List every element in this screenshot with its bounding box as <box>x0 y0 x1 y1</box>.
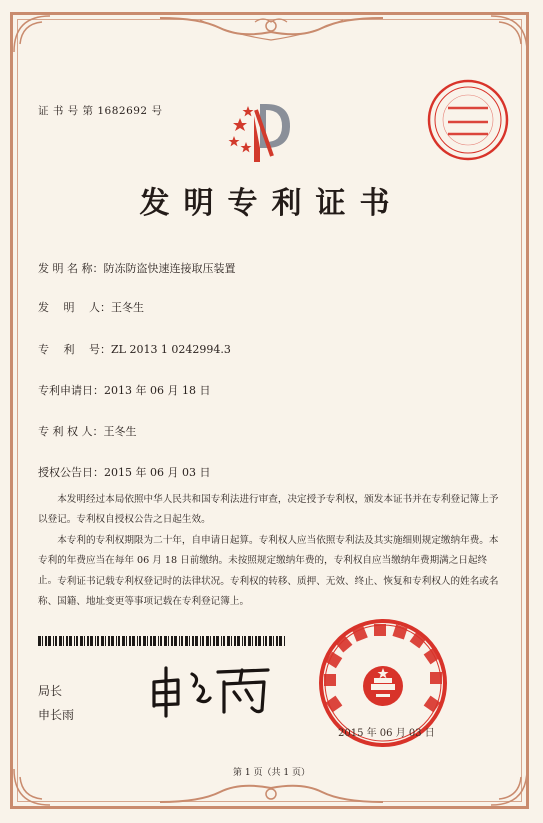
corner-ornament-tr <box>489 14 529 54</box>
certificate-number: 证 书 号 第 1682692 号 <box>38 105 163 117</box>
field-inventor <box>38 299 144 315</box>
patent-office-logo-icon <box>228 96 298 166</box>
field-patent-number <box>38 341 231 357</box>
field-patentee <box>38 423 137 439</box>
field-grant-date <box>38 464 210 480</box>
corner-ornament-tl <box>12 14 52 54</box>
field-label: 授权公告日： <box>38 466 104 479</box>
tax-stamp-seal-icon <box>426 78 510 162</box>
field-label: 专利申请日： <box>38 384 104 397</box>
bottom-ornament <box>160 778 383 806</box>
barcode <box>38 636 288 646</box>
field-value: ZL 2013 1 0242994.3 <box>111 343 231 356</box>
field-label: 专 利 号： <box>38 343 111 356</box>
paragraph-term: 本专利的专利权期限为二十年，自申请日起算。专利权人应当依照专利法及其实施细则规定缴纳年费。本专利的年费应当在每年 06 月 18 日前缴纳。未按照规定缴纳年费的，专利权自应当缴纳年费期满之日起终止。 <box>38 535 499 586</box>
field-value: 防冻防盗快速连接取压装置 <box>103 262 236 275</box>
field-label: 专 利 权 人： <box>38 425 104 438</box>
signatory-title: 局长 <box>38 684 63 698</box>
field-value: 2013 年 06 月 18 日 <box>104 384 211 397</box>
page-footer: 第 1 页（共 1 页） <box>233 768 310 778</box>
field-value: 王冬生 <box>111 301 144 314</box>
field-label: 发 明 人： <box>38 301 111 314</box>
field-filing-date <box>38 382 210 398</box>
field-invention-name <box>38 260 236 276</box>
field-value: 2015 年 06 月 03 日 <box>104 466 211 479</box>
field-label: 发 明 名 称： <box>38 262 104 275</box>
top-ornament <box>160 14 383 44</box>
certificate-title: 发明专利证书 <box>139 186 404 221</box>
field-value: 王冬生 <box>103 425 137 438</box>
signature-image <box>148 660 278 720</box>
paragraph-grant: 本发明经过本局依照中华人民共和国专利法进行审查，决定授予专利权，颁发本证书并在专利登记簿上予以登记。专利权自授权公告之日起生效。 <box>38 494 499 525</box>
paragraph-legal-status: 专利证书记载专利权登记时的法律状况。专利权的转移、质押、无效、终止、恢复和专利权人的姓名或名称、国籍、地址变更等事项记载在专利登记簿上。 <box>38 576 499 607</box>
signatory-name: 申长雨 <box>38 708 75 722</box>
issue-date: 2015 年 06 月 03 日 <box>338 728 435 739</box>
